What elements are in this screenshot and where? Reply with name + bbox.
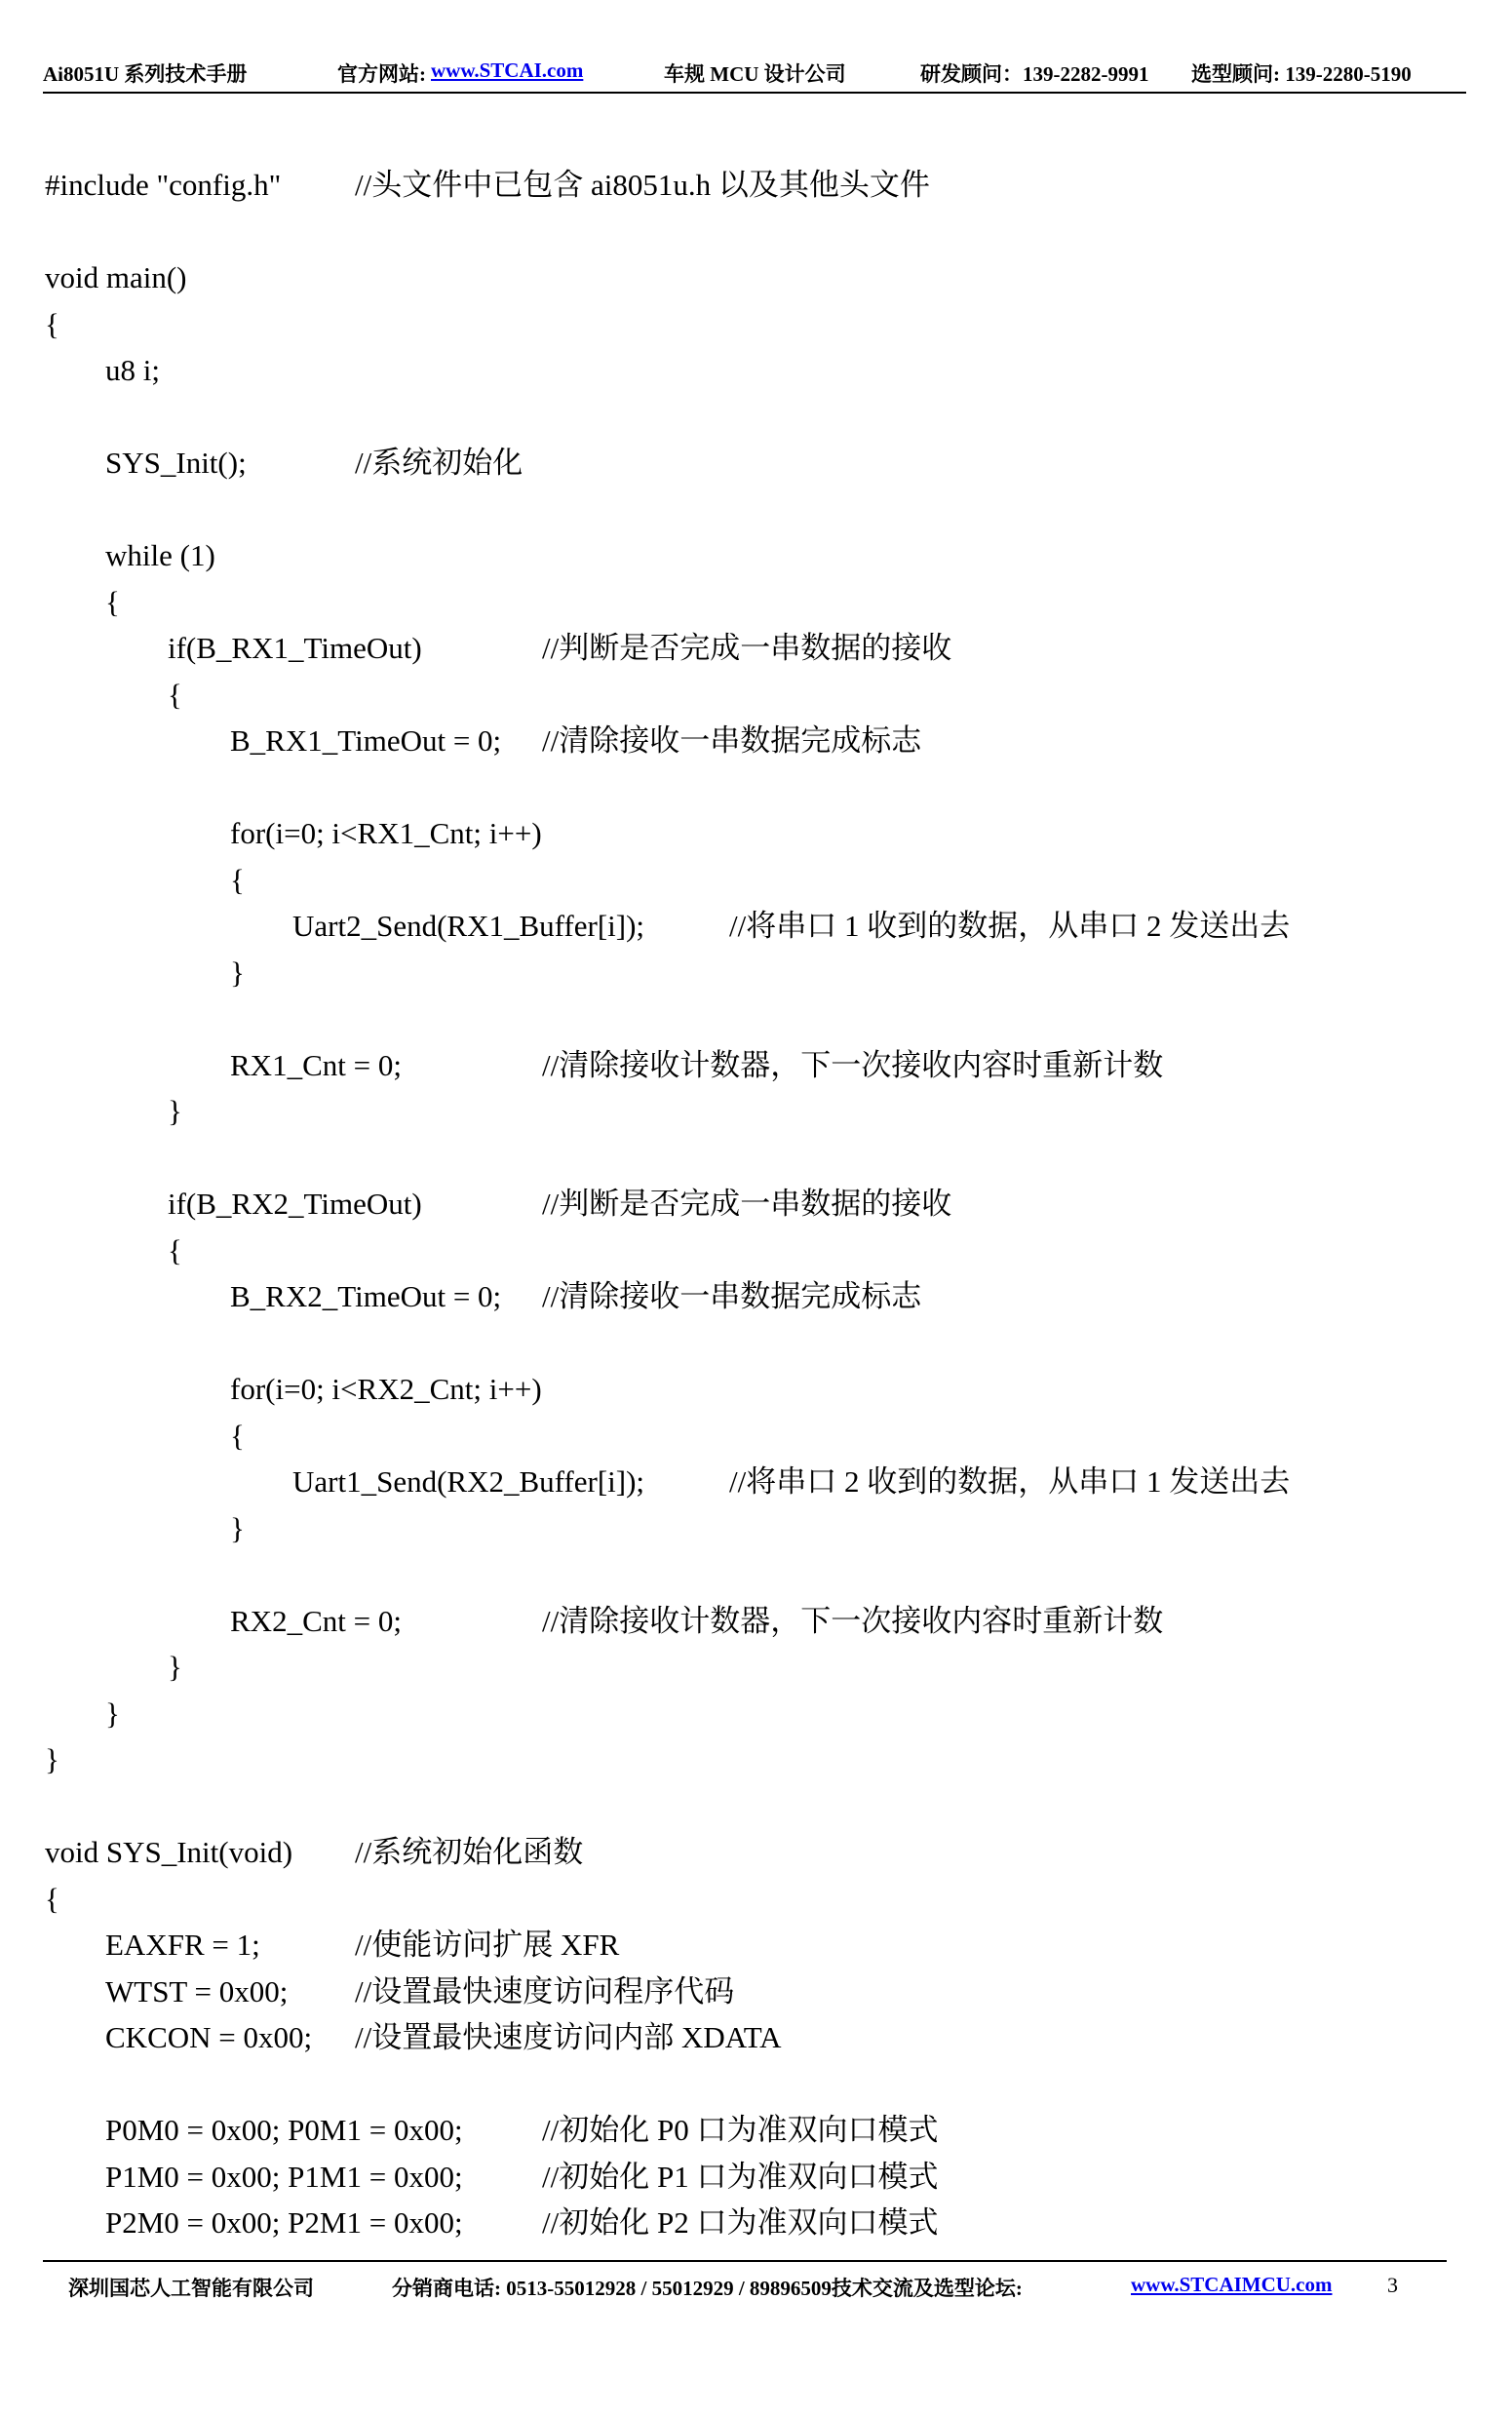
code-line: void SYS_Init(void) //系统初始化函数: [45, 1835, 584, 1869]
code-line: SYS_Init(); //系统初始化: [105, 446, 523, 480]
code-line: Uart1_Send(RX2_Buffer[i]); //将串口 2 收到的数据，从串口 1 发送出去: [292, 1464, 1291, 1499]
code-line: P2M0 = 0x00; P2M1 = 0x00; //初始化 P2 口为准双向口模式: [105, 2205, 939, 2240]
page-number: 3: [1387, 2273, 1398, 2297]
code-line: CKCON = 0x00; //设置最快速度访问内部 XDATA: [105, 2020, 782, 2054]
code-line: WTST = 0x00; //设置最快速度访问程序代码: [105, 1974, 735, 2008]
code-line: {: [230, 863, 245, 897]
code-line: B_RX2_TimeOut = 0; //清除接收一串数据完成标志: [230, 1279, 922, 1313]
code-line: #include "config.h" //头文件中已包含 ai8051u.h 以及其他头文件: [45, 168, 930, 202]
code-line: u8 i;: [105, 353, 160, 387]
footer-distributor-tel: 分销商电话: 0513-55012928 / 55012929 / 89896509技术交流及选型论坛:: [392, 2277, 1023, 2300]
code-line: EAXFR = 1; //使能访问扩展 XFR: [105, 1928, 620, 1962]
code-line: RX1_Cnt = 0; //清除接收计数器，下一次接收内容时重新计数: [230, 1048, 1164, 1082]
forum-link[interactable]: www.STCAIMCU.com: [1131, 2273, 1333, 2296]
code-line: while (1): [105, 538, 215, 572]
code-line: }: [230, 1511, 245, 1545]
code-line: RX2_Cnt = 0; //清除接收计数器，下一次接收内容时重新计数: [230, 1604, 1164, 1638]
code-line: {: [45, 1882, 59, 1916]
site-link[interactable]: www.STCAI.com: [431, 58, 584, 82]
code-line: B_RX1_TimeOut = 0; //清除接收一串数据完成标志: [230, 723, 922, 758]
code-line: }: [168, 1650, 182, 1684]
code-line: P1M0 = 0x00; P1M1 = 0x00; //初始化 P1 口为准双向口模式: [105, 2160, 939, 2194]
code-line: {: [105, 585, 120, 619]
code-line: }: [168, 1094, 182, 1128]
code-line: Uart2_Send(RX1_Buffer[i]); //将串口 1 收到的数据，从串口 2 发送出去: [292, 909, 1291, 943]
code-line: {: [45, 307, 59, 341]
footer-company: 深圳国芯人工智能有限公司: [68, 2277, 314, 2300]
header-divider: [43, 92, 1466, 94]
sales-contact: 选型顾问: 139-2280-5190: [1191, 62, 1412, 86]
code-line: }: [230, 955, 245, 990]
code-line: if(B_RX2_TimeOut) //判断是否完成一串数据的接收: [168, 1187, 952, 1221]
code-line: {: [230, 1419, 245, 1453]
code-line: }: [105, 1696, 120, 1731]
rd-contact: 研发顾问：139-2282-9991: [920, 62, 1149, 86]
code-line: void main(): [45, 260, 187, 294]
company-tagline: 车规 MCU 设计公司: [664, 62, 846, 86]
code-line: }: [45, 1742, 59, 1776]
code-line: for(i=0; i<RX2_Cnt; i++): [230, 1372, 542, 1406]
code-line: if(B_RX1_TimeOut) //判断是否完成一串数据的接收: [168, 631, 952, 665]
footer-divider: [43, 2260, 1447, 2262]
code-line: for(i=0; i<RX1_Cnt; i++): [230, 816, 542, 850]
site-label: 官方网站:: [337, 62, 426, 86]
code-line: P0M0 = 0x00; P0M1 = 0x00; //初始化 P0 口为准双向口模式: [105, 2113, 939, 2147]
manual-title: Ai8051U 系列技术手册: [43, 62, 248, 86]
code-line: {: [168, 678, 182, 712]
code-line: {: [168, 1233, 182, 1267]
